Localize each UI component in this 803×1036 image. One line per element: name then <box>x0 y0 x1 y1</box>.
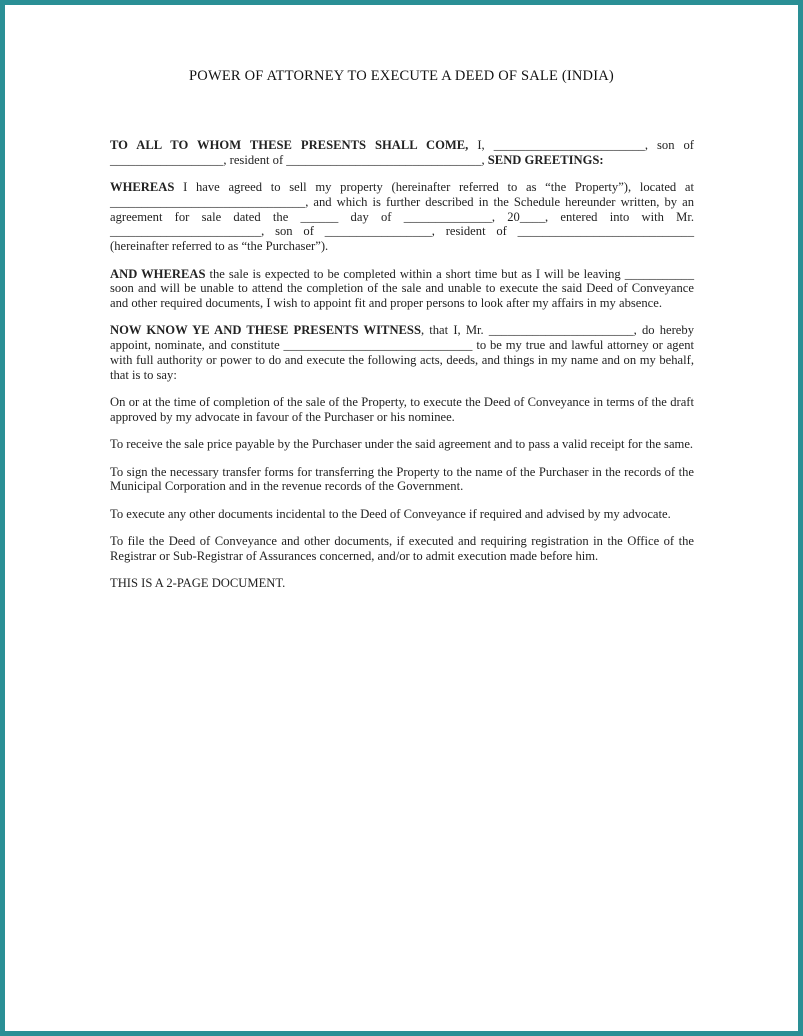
and-whereas-paragraph <box>110 267 694 311</box>
whereas-paragraph <box>110 180 694 254</box>
clause-other-documents: To execute any other documents incidental to the Deed of Conveyance if required and advised by my advocate. <box>110 506 671 521</box>
whereas-heading: WHEREAS <box>110 180 175 195</box>
witness-paragraph <box>110 323 694 382</box>
clause-transfer-forms: To sign the necessary transfer forms for transferring the Property to the name of the Purchaser in the records of the Municipal Corporation and in the revenue records of the Government. <box>110 464 694 494</box>
document-title: POWER OF ATTORNEY TO EXECUTE A DEED OF SALE (INDIA) <box>189 68 614 84</box>
send-greetings: SEND GREETINGS: <box>487 152 604 167</box>
clause-registration: To file the Deed of Conveyance and other documents, if executed and requiring registration in the Office of the Registrar or Sub-Registrar of Assurances concerned, and/or to admit execution made before him. <box>110 533 694 563</box>
whereas-text: I have agreed to sell my property (hereinafter referred to as “the Property”), located at _______________________________, and which is further described in the Schedule hereunder written, by an agreement for sale dated the ______ day of ______________, 20____, entered into with Mr. ________________________, son of _________________, resident of ____________________________ (hereinafter referred to as “the Purchaser”). <box>110 180 694 254</box>
salutation-paragraph <box>110 138 694 168</box>
and-whereas-text: the sale is expected to be completed within a short time but as I will be leaving ___________ soon and will be unable to attend the completion of the sale and unable to execute the said Deed of Conveyance and other required documents, I wish to appoint fit and proper persons to look after my affairs in my absence. <box>110 266 695 311</box>
document-body <box>110 138 694 603</box>
clause-execute-deed: On or at the time of completion of the sale of the Property, to execute the Deed of Conveyance in terms of the draft approved by my advocate in favour of the Purchaser or his nominee. <box>110 395 694 424</box>
witness-heading: NOW KNOW YE AND THESE PRESENTS WITNESS <box>110 323 421 338</box>
and-whereas-heading: AND WHEREAS <box>110 266 206 281</box>
witness-text: , that I, Mr. _______________________, do hereby appoint, nominate, and constitute ______________________________ to be my true and lawful attorney or agent with full authority or power to do and execute the following acts, deeds, and things in my name and on my behalf, that is to say: <box>110 323 694 382</box>
clause-receive-price: To receive the sale price payable by the Purchaser under the said agreement and to pass a valid receipt for the same. <box>110 437 694 452</box>
salutation-text: I, ________________________, son of __________________, resident of _______________________________, <box>110 138 694 167</box>
page-count-note: THIS IS A 2-PAGE DOCUMENT. <box>110 576 286 591</box>
salutation-heading: TO ALL TO WHOM THESE PRESENTS SHALL COME, <box>110 138 469 152</box>
